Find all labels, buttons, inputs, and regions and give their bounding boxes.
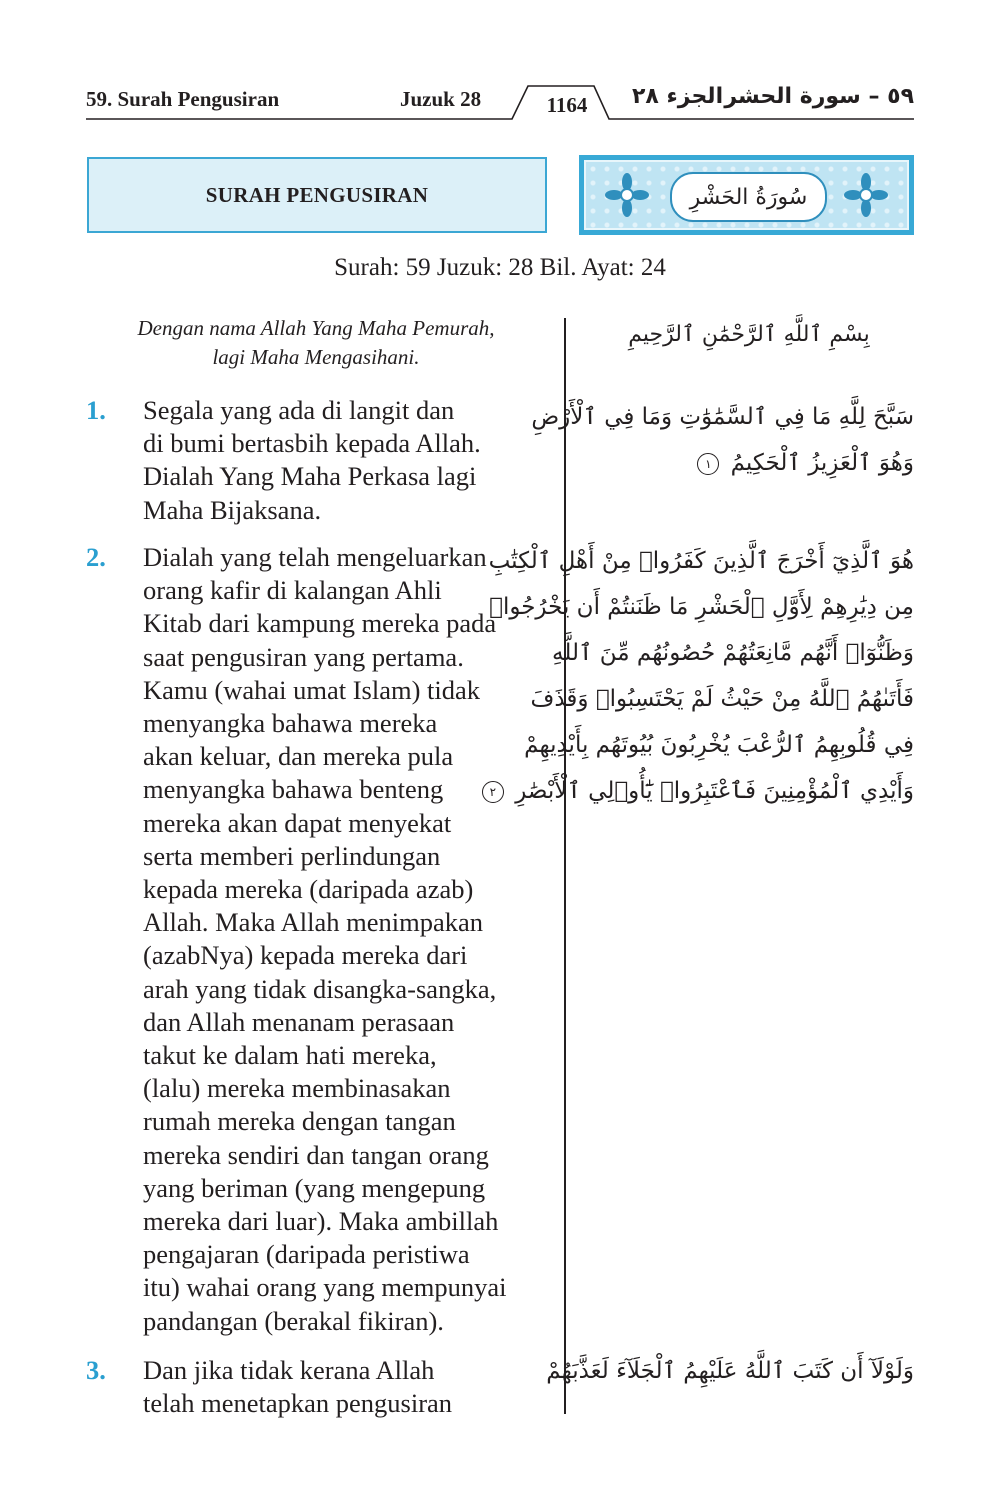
basmala-line: lagi Maha Mengasihani. <box>212 345 420 369</box>
header-surah-latin: 59. Surah Pengusiran <box>86 87 280 111</box>
verse-line: di bumi bertasbih kepada Allah. <box>143 428 481 459</box>
verse-line: pandangan (berakal fikiran). <box>143 1305 444 1336</box>
verse-line: Segala yang ada di langit dan <box>143 395 455 425</box>
verse-line: Allah. Maka Allah menimpakan <box>143 907 483 938</box>
verse-line: mereka dari luar). Maka ambillah <box>143 1206 499 1237</box>
verse-number: 3. <box>86 1355 106 1385</box>
verse-number: 2. <box>86 542 106 572</box>
basmala-translation <box>86 314 546 372</box>
verse-line: menyangka bahawa benteng <box>143 774 444 805</box>
verse-line: Kamu (wahai umat Islam) tidak <box>143 674 481 705</box>
verse-line: Dan jika tidak kerana Allah <box>143 1355 435 1385</box>
verse-line: Kitab dari kampung mereka pada <box>143 608 497 639</box>
arabic-line: وَظَنُّوٓا۟ أَنَّهُم مَّانِعَتُهُمْ حُصُونُهُم مِّنَ ٱللَّهِ <box>552 640 914 666</box>
verse-line: menyangka bahawa mereka <box>143 708 438 739</box>
ornamental-title-panel <box>579 155 914 235</box>
verse-line: arah yang tidak disangka-sangka, <box>143 973 497 1004</box>
arabic-line: وَأَيْدِي ٱلْمُؤْمِنِينَ فَٱعْتَبِرُوا۟ يَٰٓأُو۟لِي ٱلْأَبْصَٰرِ <box>515 778 914 804</box>
arabic-line-with-mark <box>489 778 914 804</box>
basmala-line: Dengan nama Allah Yang Maha Pemurah, <box>137 316 495 340</box>
verse-line: Dialah Yang Maha Perkasa lagi <box>143 461 477 492</box>
flower-ornament-icon <box>843 172 889 218</box>
verse-line: serta memberi perlindungan <box>143 840 441 871</box>
verse-line: mereka akan dapat menyekat <box>143 807 452 838</box>
verse-line: (lalu) mereka membinasakan <box>143 1073 451 1104</box>
arabic-line: فَأَتَىٰهُمُ ٱللَّهُ مِنْ حَيْثُ لَمْ يَحْتَسِبُوا۟ وَقَذَفَ <box>530 686 914 712</box>
verse-line: orang kafir di kalangan Ahli <box>143 575 442 606</box>
page-number: 1164 <box>546 93 588 117</box>
verse-line: telah menetapkan pengusiran <box>143 1388 453 1419</box>
verse-line: saat pengusiran yang pertama. <box>143 641 464 672</box>
arabic-line: فِي قُلُوبِهِمُ ٱلرُّعْبَ يُخْرِبُونَ بُيُوتَهُم بِأَيْدِيهِمْ <box>524 732 914 758</box>
basmala-arabic: بِسْمِ ٱللَّهِ ٱلرَّحْمَٰنِ ٱلرَّحِيمِ <box>628 322 870 347</box>
surah-meta: Surah: 59 Juzuk: 28 Bil. Ayat: 24 <box>334 254 666 281</box>
verse-line: yang beriman (yang mengepung <box>143 1172 486 1203</box>
arabic-line: مِن دِيَٰرِهِمْ لِأَوَّلِ ٱلْحَشْرِ مَا ظَنَنتُمْ أَن يَخْرُجُوا۟ <box>489 594 914 620</box>
verse-line: akan keluar, dan mereka pula <box>143 741 454 772</box>
verse-3-translation <box>86 1354 562 1420</box>
verse-line: itu) wahai orang yang mempunyai <box>143 1272 507 1303</box>
header-surah-arabic: ٥٩ – سورة الحشر <box>724 84 914 109</box>
flower-ornament-icon <box>604 172 650 218</box>
arabic-line-with-mark <box>584 450 914 476</box>
arabic-line: وَلَوْلَآ أَن كَتَبَ ٱللَّهُ عَلَيْهِمُ ٱلْجَلَآءَ لَعَذَّبَهُمْ <box>546 1358 914 1384</box>
column-divider <box>564 318 566 1414</box>
header-juz-latin: Juzuk 28 <box>400 87 482 111</box>
verse-line: mereka sendiri dan tangan orang <box>143 1139 489 1170</box>
surah-title-arabic: سُورَةُ الحَشْرِ <box>689 184 808 210</box>
arabic-title-cartouche <box>670 172 827 222</box>
verse-line: dan Allah menanam perasaan <box>143 1006 455 1037</box>
verse-line: takut ke dalam hati mereka, <box>143 1040 437 1071</box>
header-juz-arabic: الجزء ٢٨ <box>632 84 724 109</box>
verse-1-translation <box>86 394 562 527</box>
surah-title: SURAH PENGUSIRAN <box>205 182 429 207</box>
surah-title-panel <box>87 157 547 233</box>
ayah-end-mark: ١ <box>697 453 719 475</box>
verse-line: (azabNya) kepada mereka dari <box>143 940 468 971</box>
verse-number: 1. <box>86 395 106 425</box>
arabic-line: هُوَ ٱلَّذِيٓ أَخْرَجَ ٱلَّذِينَ كَفَرُوا۟ مِنْ أَهْلِ ٱلْكِتَٰبِ <box>488 548 914 574</box>
verse-line: kepada mereka (daripada azab) <box>143 874 474 905</box>
verse-line: pengajaran (daripada peristiwa <box>143 1239 470 1270</box>
verse-line: Maha Bijaksana. <box>143 494 322 525</box>
verse-2-translation <box>86 541 562 1338</box>
arabic-line: سَبَّحَ لِلَّهِ مَا فِي ٱلسَّمَٰوَٰتِ وَمَا فِي ٱلْأَرْضِ <box>531 404 914 430</box>
arabic-line: وَهُوَ ٱلْعَزِيزُ ٱلْحَكِيمُ <box>730 450 914 476</box>
verse-line: Dialah yang telah mengeluarkan <box>143 542 487 572</box>
verse-line: rumah mereka dengan tangan <box>143 1106 456 1137</box>
ayah-end-mark: ٢ <box>482 781 504 803</box>
ornament-pattern <box>584 160 909 230</box>
